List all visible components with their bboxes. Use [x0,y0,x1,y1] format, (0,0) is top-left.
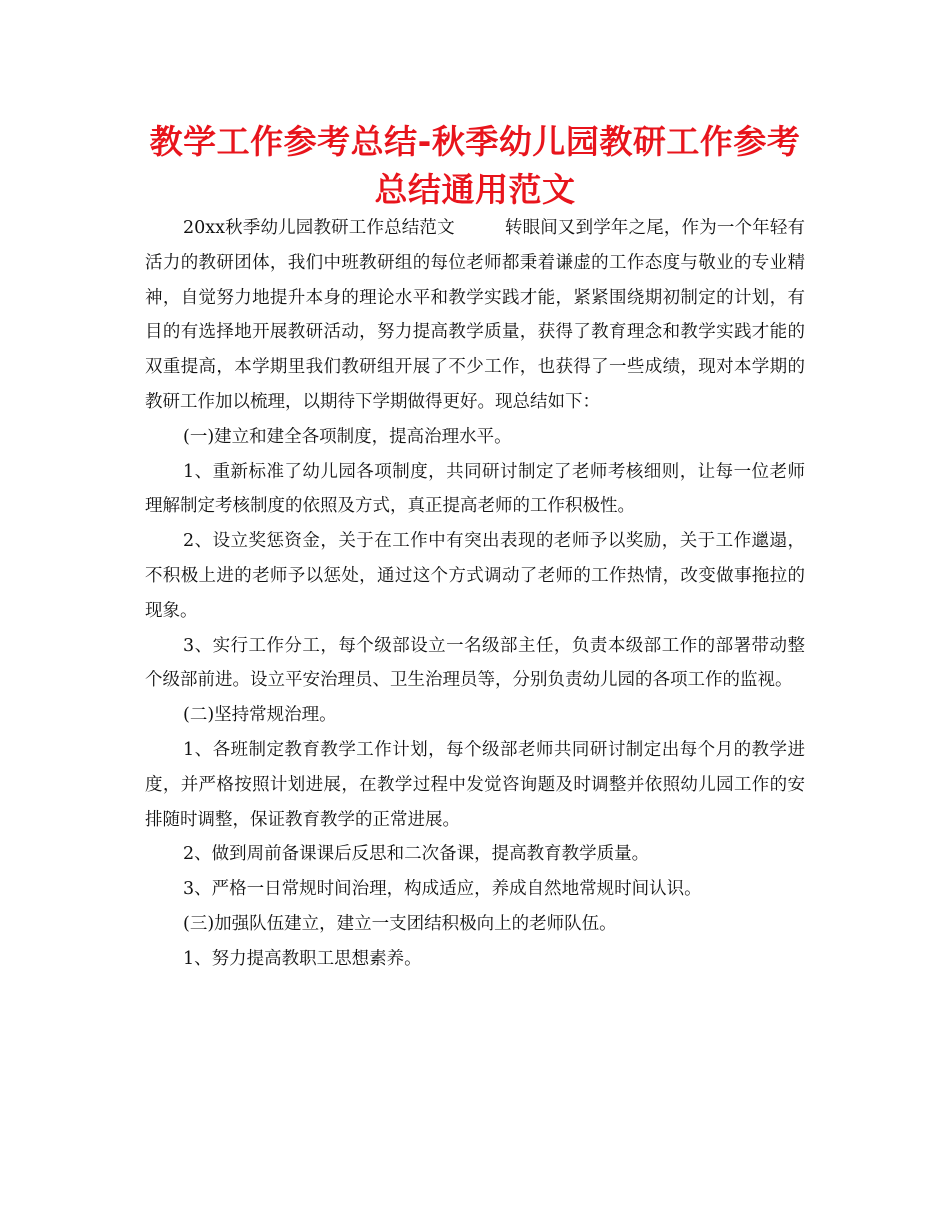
document-body [145,211,805,977]
intro-heading: 20xx秋季幼儿园教研工作总结范文 [183,218,455,238]
section-heading-1: (一)建立和建全各项制度，提高治理水平。 [183,426,512,447]
section-heading-3: (三)加强队伍建立，建立一支团结积极向上的老师队伍。 [183,913,617,934]
paragraph: 1、努力提高教职工思想素养。 [183,948,422,969]
paragraph: 2、设立奖惩资金，关于在工作中有突出表现的老师予以奖励，关于工作邋遢，不积极上进的老师予以惩处，通过这个方式调动了老师的工作热情，改变做事拖拉的现象。 [145,531,805,621]
document-title: 教学工作参考总结-秋季幼儿园教研工作参考总结通用范文 [149,122,801,209]
paragraph: 1、重新标准了幼儿园各项制度，共同研讨制定了老师考核细则，让每一位老师理解制定考核制度的依照及方式，真正提高老师的工作积极性。 [145,461,805,517]
paragraph: 3、实行工作分工，每个级部设立一名级部主任，负责本级部工作的部署带动整个级部前进。设立平安治理员、卫生治理员等，分别负责幼儿园的各项工作的监视。 [145,635,805,691]
paragraph: 2、做到周前备课课后反思和二次备课，提高教育教学质量。 [183,844,650,865]
intro-text: 转眼间又到学年之尾，作为一个年轻有活力的教研团体，我们中班教研组的每位老师都秉着谦虚的工作态度与敬业的专业精神，自觉努力地提升本身的理论水平和教学实践才能，紧紧围绕期初制定的计划，有目的有选择地开展教研活动，努力提高教学质量，获得了教育理念和教学实践才能的双重提高，本学期里我们教研组开展了不少工作，也获得了一些成绩，现对本学期的教研工作加以梳理，以期待下学期做得更好。现总结如下： [145,218,805,412]
paragraph: 3、严格一日常规时间治理，构成适应，养成自然地常规时间认识。 [183,879,702,900]
paragraph: 1、各班制定教育教学工作计划，每个级部老师共同研讨制定出每个月的教学进度，并严格按照计划进展，在教学过程中发觉咨询题及时调整并依照幼儿园工作的安排随时调整，保证教育教学的正常进展。 [145,739,805,830]
section-heading-2: (二)坚持常规治理。 [183,705,337,726]
intro-paragraph [145,211,805,420]
